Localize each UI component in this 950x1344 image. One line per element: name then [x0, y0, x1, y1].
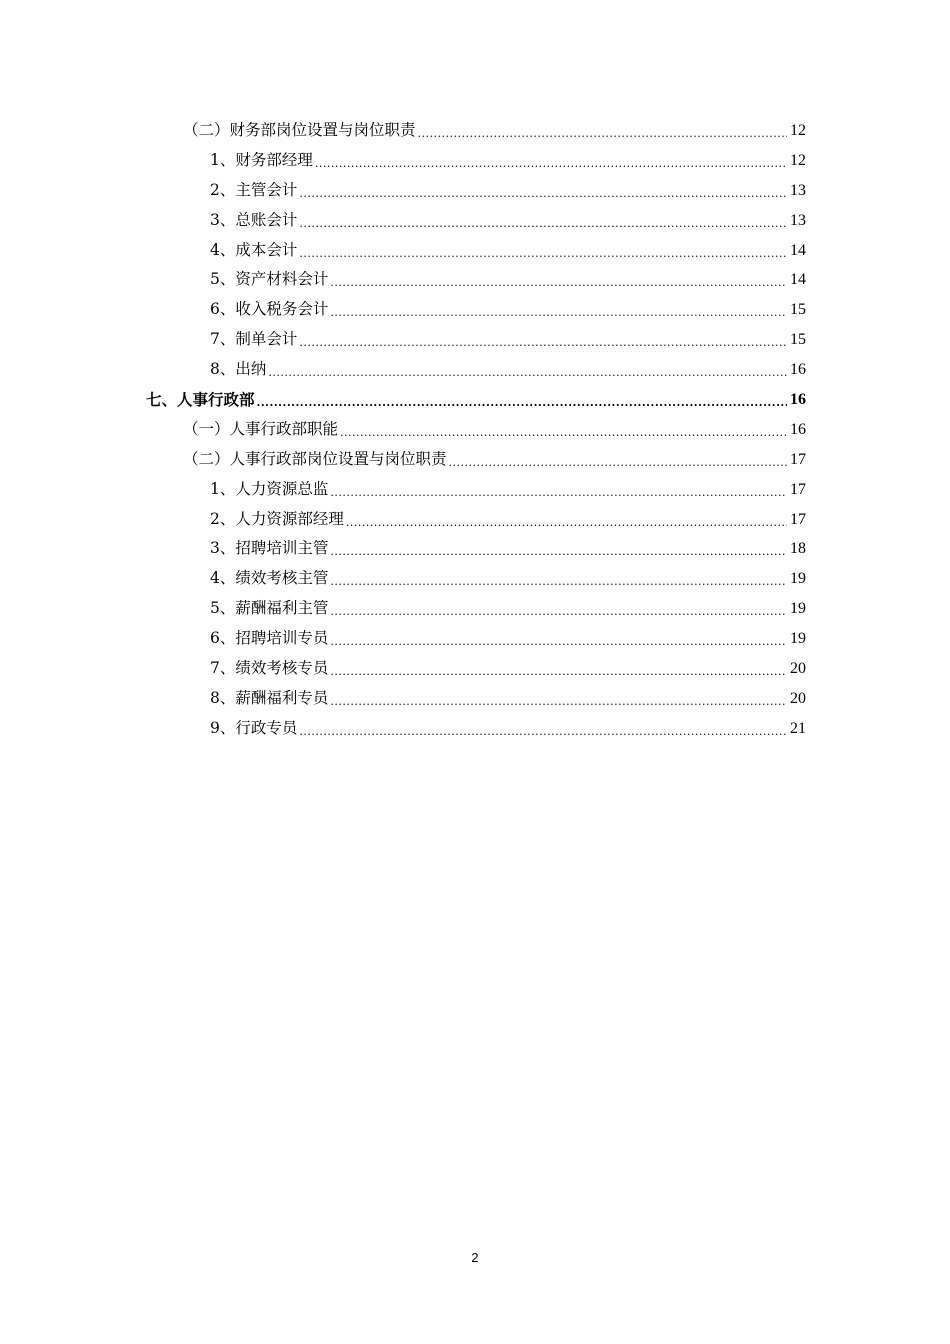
toc-leader-dots	[330, 627, 787, 657]
toc-entry-title: 4、绩效考核主管	[210, 569, 329, 588]
toc-leader-dots	[257, 388, 787, 418]
toc-entry-page: 20	[790, 689, 806, 707]
toc-entry-title: 2、主管会计	[210, 180, 298, 199]
toc-entry-page: 17	[790, 480, 806, 498]
toc-entry-title: 5、薪酬福利主管	[210, 599, 329, 618]
toc-entry-page: 20	[790, 660, 806, 678]
toc-leader-dots	[346, 508, 787, 538]
toc-entry-title: 6、收入税务会计	[210, 300, 329, 319]
toc-entry-title: 2、人力资源部经理	[210, 509, 344, 528]
toc-entry[interactable]	[0, 475, 950, 505]
toc-entry-title: 9、行政专员	[210, 718, 298, 737]
toc-entry-title: 7、绩效考核专员	[210, 659, 329, 678]
toc-entry-page: 19	[790, 570, 806, 588]
toc-entry[interactable]	[0, 654, 950, 684]
toc-entry[interactable]	[0, 505, 950, 535]
toc-entry[interactable]	[0, 265, 950, 295]
toc-leader-dots	[330, 657, 787, 687]
toc-entry-title: 6、招聘培训专员	[210, 629, 329, 648]
toc-entry[interactable]	[0, 295, 950, 325]
toc-entry[interactable]	[0, 176, 950, 206]
toc-entry-page: 21	[790, 719, 806, 737]
toc-entry-title: 七、人事行政部	[146, 390, 255, 410]
toc-entry-title: 1、人力资源总监	[210, 479, 329, 498]
toc-entry[interactable]	[0, 116, 950, 146]
toc-entry-title: 1、财务部经理	[210, 150, 313, 169]
toc-entry-page: 17	[790, 510, 806, 528]
toc-entry-page: 17	[790, 450, 806, 468]
table-of-contents	[0, 116, 950, 744]
toc-entry[interactable]	[0, 325, 950, 355]
toc-entry-page: 14	[790, 271, 806, 289]
toc-entry-page: 18	[790, 540, 806, 558]
toc-leader-dots	[299, 239, 787, 269]
toc-entry-page: 15	[790, 331, 806, 349]
toc-leader-dots	[299, 209, 787, 239]
toc-entry-title: 7、制单会计	[210, 330, 298, 349]
toc-leader-dots	[299, 179, 787, 209]
toc-entry-title: 3、总账会计	[210, 210, 298, 229]
toc-leader-dots	[330, 537, 787, 567]
toc-leader-dots	[330, 687, 787, 717]
toc-entry-page: 15	[790, 301, 806, 319]
toc-entry[interactable]	[0, 415, 950, 445]
toc-entry-title: （一）人事行政部职能	[183, 419, 339, 438]
toc-entry-title: 3、招聘培训主管	[210, 539, 329, 558]
toc-entry-title: 8、薪酬福利专员	[210, 688, 329, 707]
toc-entry-title: 5、资产材料会计	[210, 270, 329, 289]
toc-entry-page: 19	[790, 630, 806, 648]
toc-leader-dots	[268, 358, 787, 388]
toc-entry-title: 8、出纳	[210, 360, 267, 379]
toc-entry-title: （二）财务部岗位设置与岗位职责	[183, 121, 416, 139]
toc-entry[interactable]	[0, 206, 950, 236]
toc-entry-page: 16	[790, 361, 806, 379]
toc-leader-dots	[330, 268, 787, 298]
toc-entry[interactable]	[0, 236, 950, 266]
toc-entry-page: 13	[790, 181, 806, 199]
toc-leader-dots	[418, 119, 787, 149]
toc-entry-page: 19	[790, 600, 806, 618]
toc-leader-dots	[299, 328, 787, 358]
toc-entry[interactable]	[0, 355, 950, 385]
toc-entry-title: 4、成本会计	[210, 240, 298, 259]
page-number: 2	[471, 1250, 479, 1265]
toc-entry-page: 12	[790, 151, 806, 169]
toc-leader-dots	[330, 298, 787, 328]
toc-entry[interactable]	[0, 534, 950, 564]
toc-leader-dots	[330, 567, 787, 597]
toc-leader-dots	[340, 418, 787, 448]
toc-entry[interactable]	[0, 624, 950, 654]
toc-entry-page: 14	[790, 241, 806, 259]
toc-entry-page: 16	[790, 391, 806, 409]
toc-section-entry[interactable]	[0, 385, 950, 415]
toc-leader-dots	[299, 717, 787, 747]
toc-entry[interactable]	[0, 564, 950, 594]
toc-entry-page: 16	[790, 420, 806, 438]
toc-entry[interactable]	[0, 146, 950, 176]
toc-entry-title: （二）人事行政部岗位设置与岗位职责	[183, 449, 447, 468]
toc-entry-page: 13	[790, 211, 806, 229]
toc-leader-dots	[449, 448, 787, 478]
toc-entry[interactable]	[0, 684, 950, 714]
toc-leader-dots	[330, 478, 787, 508]
toc-entry[interactable]	[0, 594, 950, 624]
toc-entry[interactable]	[0, 445, 950, 475]
toc-entry[interactable]	[0, 714, 950, 744]
toc-leader-dots	[315, 149, 787, 179]
toc-entry-page: 12	[790, 122, 806, 139]
toc-leader-dots	[330, 597, 787, 627]
